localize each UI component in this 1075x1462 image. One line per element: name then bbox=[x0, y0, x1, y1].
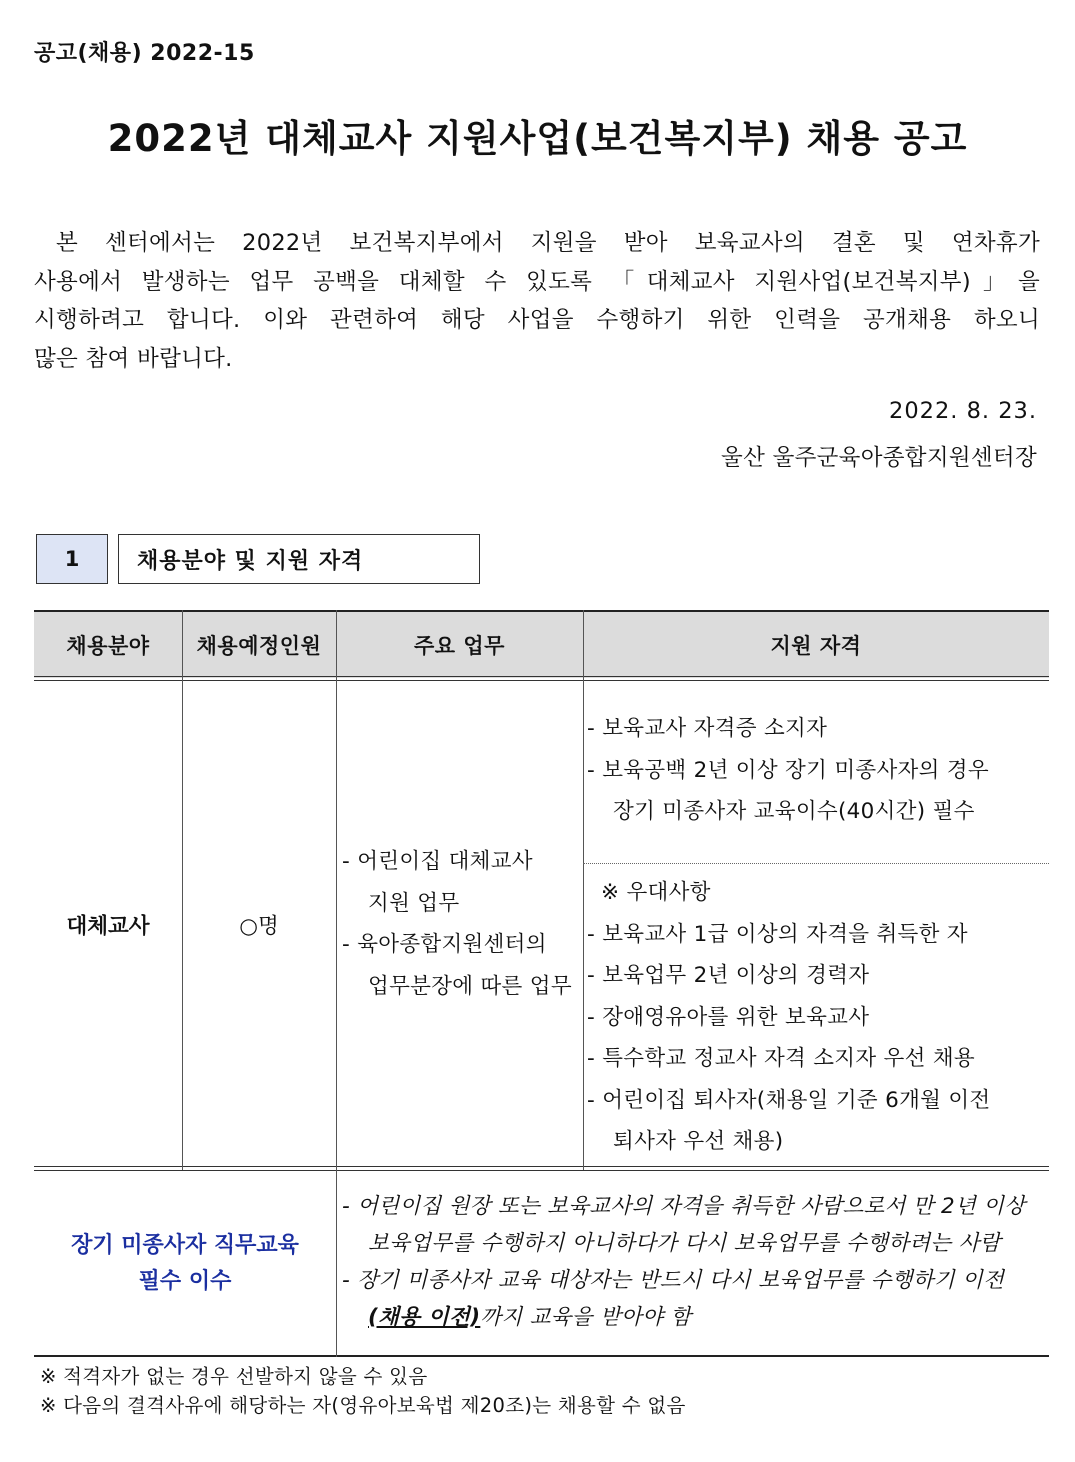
column-divider bbox=[336, 610, 337, 1357]
column-divider bbox=[583, 610, 584, 1170]
header-field: 채용분야 bbox=[66, 634, 150, 658]
duties-cell bbox=[342, 841, 572, 1007]
qualifications-cell bbox=[587, 708, 989, 833]
preference-title: ※ 우대사항 bbox=[601, 880, 711, 905]
preferences-cell bbox=[587, 872, 991, 1163]
section-number: 1 bbox=[36, 534, 108, 584]
training-item: - 어린이집 원장 또는 보육교사의 자격을 취득한 사람으로서 만 2년 이상 bbox=[342, 1194, 1026, 1219]
training-item-rest: 까지 교육을 받아야 함 bbox=[480, 1305, 692, 1330]
intro-line: 본 센터에서는 2022년 보건복지부에서 지원을 받아 보육교사의 결혼 및 연차휴가 bbox=[56, 230, 1040, 256]
preference-item: - 어린이집 퇴사자(채용일 기준 6개월 이전 bbox=[587, 1087, 991, 1113]
training-cell bbox=[342, 1188, 1025, 1336]
qualification-item-cont: 장기 미종사자 교육이수(40시간) 필수 bbox=[613, 799, 975, 824]
training-item-cont bbox=[342, 1299, 1025, 1336]
header-count: 채용예정인원 bbox=[196, 634, 322, 658]
intro-line: 많은 참여 바랍니다. bbox=[34, 345, 233, 372]
count-cell: ○명 bbox=[239, 913, 279, 939]
training-label-line: 장기 미종사자 직무교육 bbox=[71, 1232, 299, 1258]
training-label-line: 필수 이수 bbox=[138, 1268, 232, 1294]
preference-item: - 장애영유아를 위한 보육교사 bbox=[587, 1004, 870, 1030]
notice-date: 2022. 8. 23. bbox=[889, 398, 1037, 424]
preference-item: - 보육업무 2년 이상의 경력자 bbox=[587, 963, 870, 988]
header-divider bbox=[34, 676, 1049, 677]
header-qualifications: 지원 자격 bbox=[770, 634, 862, 658]
training-item-cont: 보육업무를 수행하지 아니하다가 다시 보육업무를 수행하려는 사람 bbox=[368, 1231, 1001, 1256]
page-title: 2022년 대체교사 지원사업(보건복지부) 채용 공고 bbox=[107, 117, 968, 160]
intro-line: 사용에서 발생하는 업무 공백을 대체할 수 있도록 「대체교사 지원사업(보건복지부)」을 bbox=[34, 268, 1040, 295]
training-label bbox=[34, 1172, 336, 1355]
dotted-divider bbox=[583, 863, 1049, 864]
table-header bbox=[34, 610, 1049, 678]
notice-number: 공고(채용) 2022-15 bbox=[34, 41, 255, 66]
header-divider bbox=[34, 680, 1049, 681]
recruitment-table bbox=[34, 610, 1049, 1357]
duty-item-cont: 지원 업무 bbox=[368, 890, 460, 916]
footnote: ※ 적격자가 없는 경우 선발하지 않을 수 있음 bbox=[40, 1365, 428, 1388]
qualification-item: - 보육교사 자격증 소지자 bbox=[587, 716, 828, 741]
preference-item: - 보육교사 1급 이상의 자격을 취득한 자 bbox=[587, 921, 968, 947]
issuer: 울산 울주군육아종합지원센터장 bbox=[721, 445, 1037, 471]
training-item: - 장기 미종사자 교육 대상자는 반드시 다시 보육업무를 수행하기 이전 bbox=[342, 1268, 1005, 1293]
header-duties: 주요 업무 bbox=[414, 634, 505, 658]
duty-item: - 육아종합지원센터의 bbox=[342, 932, 547, 957]
intro-paragraph bbox=[34, 224, 1040, 378]
footnotes bbox=[40, 1362, 686, 1420]
section-title: 채용분야 및 지원 자격 bbox=[118, 534, 480, 584]
preference-item-cont: 퇴사자 우선 채용) bbox=[613, 1129, 784, 1154]
intro-line: 시행하려고 합니다. 이와 관련하여 해당 사업을 수행하기 위한 인력을 공개채용 하오니 bbox=[34, 307, 1040, 333]
qualification-item: - 보육공백 2년 이상 장기 미종사자의 경우 bbox=[587, 757, 989, 783]
preference-item: - 특수학교 정교사 자격 소지자 우선 채용 bbox=[587, 1046, 975, 1071]
row-divider bbox=[34, 1170, 1049, 1171]
field-cell: 대체교사 bbox=[66, 913, 150, 939]
duty-item-cont: 업무분장에 따른 업무 bbox=[368, 973, 572, 999]
footnote: ※ 다음의 결격사유에 해당하는 자(영유아보육법 제20조)는 채용할 수 없음 bbox=[40, 1394, 686, 1417]
emphasis-before-hiring: (채용 이전) bbox=[368, 1305, 481, 1330]
table-bottom-border bbox=[34, 1355, 1049, 1357]
row-divider bbox=[34, 1166, 1049, 1167]
duty-item: - 어린이집 대체교사 bbox=[342, 849, 533, 874]
